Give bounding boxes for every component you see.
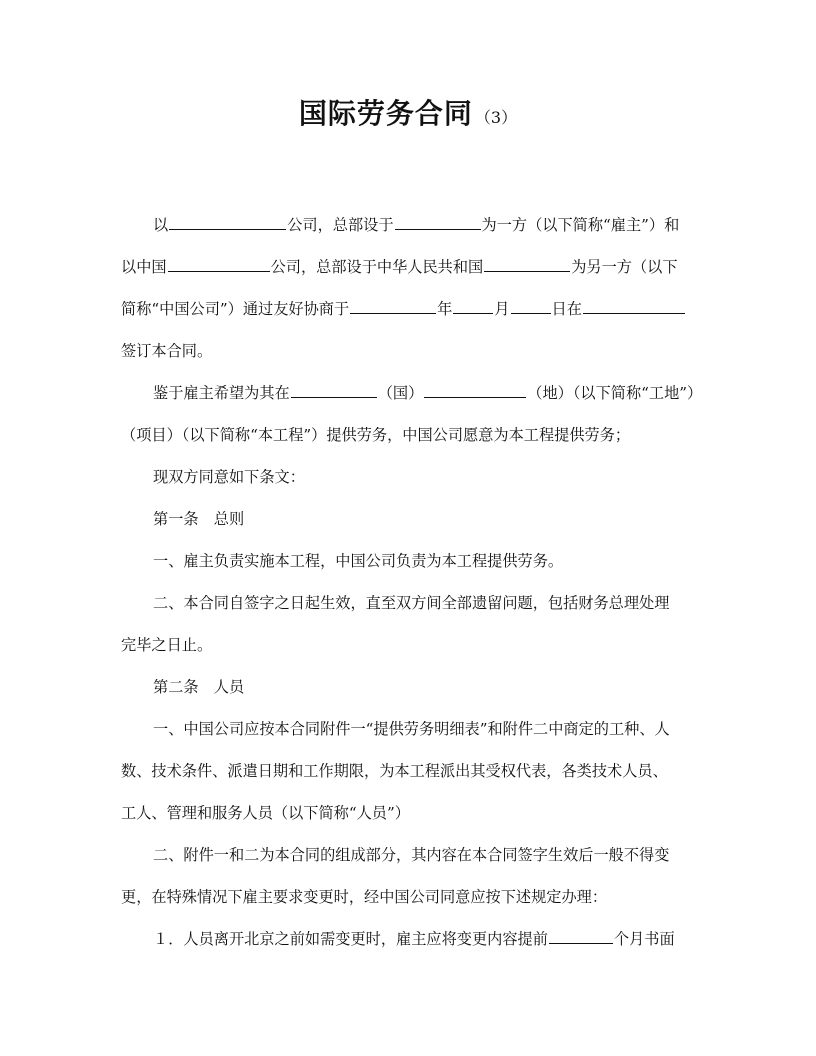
article-heading	[153, 507, 244, 531]
text-segment: 月	[494, 300, 510, 318]
text-segment: 二、附件一和二为本合同的组成部分，其内容在本合同签字生效后一般不得变	[153, 846, 670, 864]
text-segment: 个月书面	[613, 930, 675, 948]
text-segment: 鉴于雇主希望为其在	[153, 384, 290, 402]
text-line	[153, 465, 305, 489]
text-segment: 日在	[551, 300, 582, 318]
text-line	[121, 759, 668, 783]
text-line	[121, 255, 678, 279]
text-segment: 一、雇主负责实施本工程，中国公司负责为本工程提供劳务。	[153, 552, 564, 570]
text-line	[121, 423, 630, 447]
text-segment: （项目）（以下简称“本工程”）提供劳务，中国公司愿意为本工程提供劳务；	[121, 426, 631, 444]
text-segment: 以中国	[121, 258, 167, 276]
text-line	[153, 927, 675, 951]
text-line	[153, 843, 669, 867]
text-segment: 公司，总部设于中华人民共和国	[270, 258, 484, 276]
text-line	[121, 297, 686, 321]
blank-underline	[424, 381, 526, 398]
text-line	[153, 717, 670, 741]
text-segment: １．人员离开北京之前如需变更时，雇主应将变更内容提前	[153, 930, 548, 948]
blank-underline	[169, 213, 286, 230]
text-segment: 第二条 人员	[153, 678, 245, 696]
document-title: 国际劳务合同	[298, 97, 473, 130]
text-line	[121, 885, 607, 909]
text-segment: 简称“中国公司”）通过友好协商于	[121, 300, 350, 318]
text-line	[121, 339, 212, 363]
blank-underline	[395, 213, 481, 230]
text-line	[121, 801, 410, 825]
text-line	[153, 381, 702, 405]
blank-underline	[583, 297, 685, 314]
blank-underline	[511, 297, 551, 314]
article-heading	[153, 675, 244, 699]
text-segment: 现双方同意如下条文：	[153, 468, 305, 486]
blank-underline	[549, 927, 613, 944]
text-segment: 更，在特殊情况下雇主要求变更时，经中国公司同意应按下述规定办理：	[121, 888, 607, 906]
text-segment: 年	[437, 300, 453, 318]
text-segment: 为另一方（以下	[571, 258, 678, 276]
blank-underline	[484, 255, 570, 272]
text-line	[153, 213, 679, 237]
document-title-block	[0, 92, 816, 132]
text-segment: 签订本合同。	[121, 342, 213, 360]
text-segment: 以	[153, 216, 169, 234]
document-title-number: （3）	[474, 108, 518, 127]
text-segment: 为一方（以下简称“雇主”）和	[481, 216, 680, 234]
text-segment: 工人、管理和服务人员（以下简称“人员”）	[121, 804, 410, 822]
text-segment: （国）	[377, 384, 424, 402]
blank-underline	[350, 297, 436, 314]
text-segment: 完毕之日止。	[121, 636, 213, 654]
text-segment: 二、本合同自签字之日起生效，直至双方间全部遗留问题，包括财务总理处理	[153, 594, 670, 612]
text-line	[153, 591, 669, 615]
blank-underline	[291, 381, 377, 398]
text-segment: 第一条 总则	[153, 510, 245, 528]
text-line	[153, 549, 563, 573]
text-segment: （地）（以下简称“工地”）	[527, 384, 703, 402]
text-segment: 公司，总部设于	[287, 216, 394, 234]
text-line	[121, 633, 212, 657]
blank-underline	[453, 297, 493, 314]
text-segment: 数、技术条件、派遣日期和工作期限，为本工程派出其受权代表，各类技术人员、	[121, 762, 668, 780]
blank-underline	[168, 255, 270, 272]
text-segment: 一、中国公司应按本合同附件一“提供劳务明细表”和附件二中商定的工种、人	[153, 720, 670, 738]
